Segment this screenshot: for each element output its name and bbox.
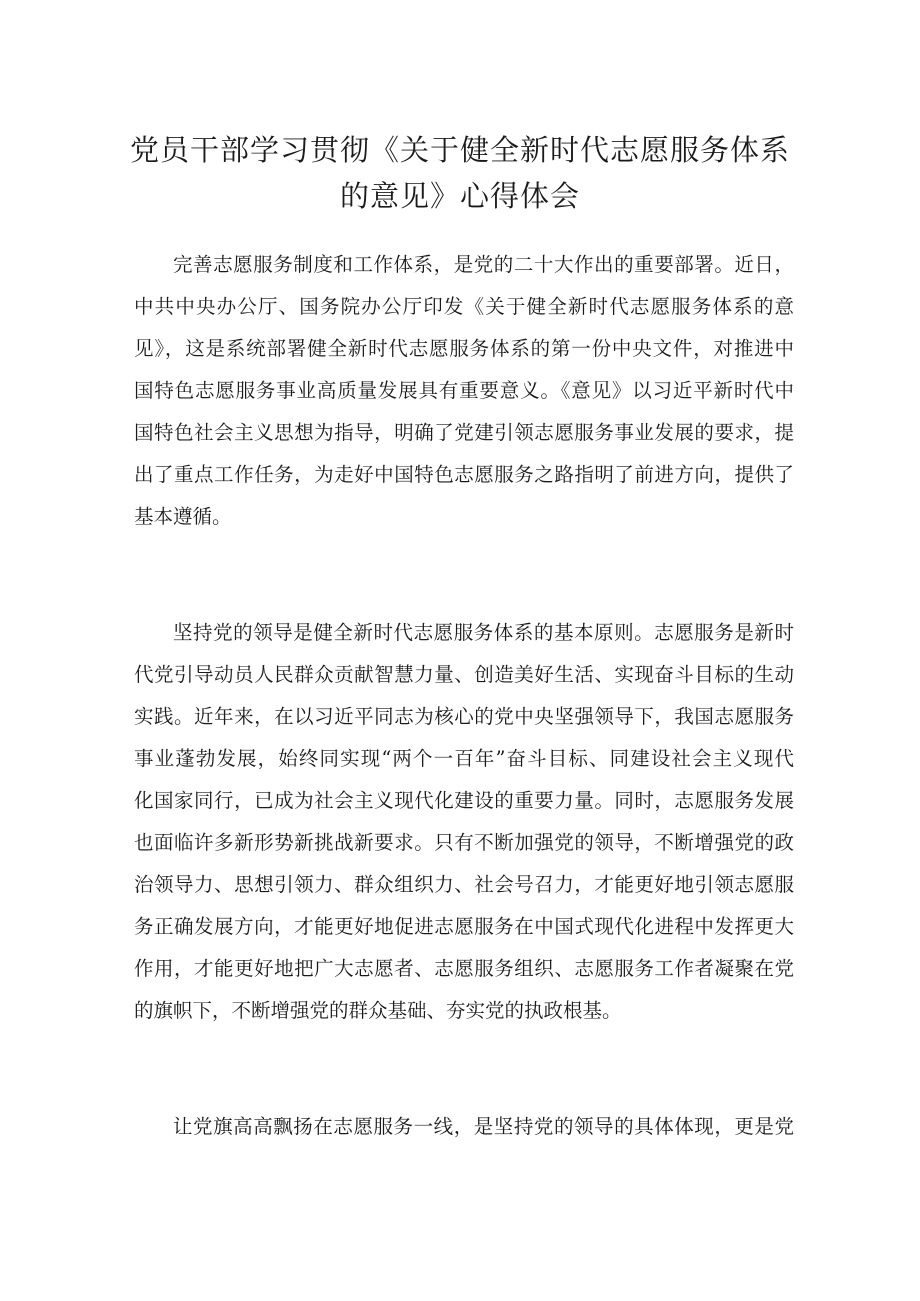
title-line-2: 的意见》心得体会 xyxy=(339,179,580,213)
paragraph-2 xyxy=(134,612,794,1032)
paragraph-line: 中共中央办公厅、国务院办公厅印发《关于健全新时代志愿服务体系的意 xyxy=(134,295,794,318)
paragraph-line: 作用，才能更好地把广大志愿者、志愿服务组织、志愿服务工作者凝聚在党 xyxy=(134,957,794,980)
paragraph-line: 出了重点工作任务，为走好中国特色志愿服务之路指明了前进方向，提供了 xyxy=(134,463,794,486)
paragraph-line: 基本遵循。 xyxy=(134,505,232,528)
title-line-1: 党员干部学习贯彻《关于健全新时代志愿服务体系 xyxy=(130,133,791,167)
paragraph-line: 事业蓬勃发展，始终同实现“两个一百年”奋斗目标、同建设社会主义现代 xyxy=(134,747,794,770)
paragraph-line: 国特色志愿服务事业高质量发展具有重要意义。《意见》以习近平新时代中 xyxy=(134,379,794,402)
document-title xyxy=(130,127,790,219)
paragraph-line: 实践。近年来，在以习近平同志为核心的党中央坚强领导下，我国志愿服务 xyxy=(134,705,794,728)
paragraph-line: 治领导力、思想引领力、群众组织力、社会号召力，才能更好地引领志愿服 xyxy=(134,873,794,896)
paragraph-line: 见》，这是系统部署健全新时代志愿服务体系的第一份中央文件，对推进中 xyxy=(134,337,794,360)
paragraph-line: 让党旗高高飘扬在志愿服务一线，是坚持党的领导的具体体现，更是党 xyxy=(173,1115,794,1138)
paragraph-3 xyxy=(134,1106,794,1148)
paragraph-line: 代党引导动员人民群众贡献智慧力量、创造美好生活、实现奋斗目标的生动 xyxy=(134,663,794,686)
paragraph-line: 化国家同行，已成为社会主义现代化建设的重要力量。同时，志愿服务发展 xyxy=(134,789,794,812)
paragraph-line: 完善志愿服务制度和工作体系，是党的二十大作出的重要部署。近日， xyxy=(173,253,794,276)
paragraph-line: 的旗帜下，不断增强党的群众基础、夯实党的执政根基。 xyxy=(134,999,622,1022)
paragraph-line: 也面临许多新形势新挑战新要求。只有不断加强党的领导，不断增强党的政 xyxy=(134,831,794,854)
paragraph-line: 坚持党的领导是健全新时代志愿服务体系的基本原则。志愿服务是新时 xyxy=(173,621,794,644)
paragraph-line: 国特色社会主义思想为指导，明确了党建引领志愿服务事业发展的要求，提 xyxy=(134,421,794,444)
paragraph-line: 务正确发展方向，才能更好地促进志愿服务在中国式现代化进程中发挥更大 xyxy=(134,915,794,938)
paragraph-1 xyxy=(134,244,794,538)
